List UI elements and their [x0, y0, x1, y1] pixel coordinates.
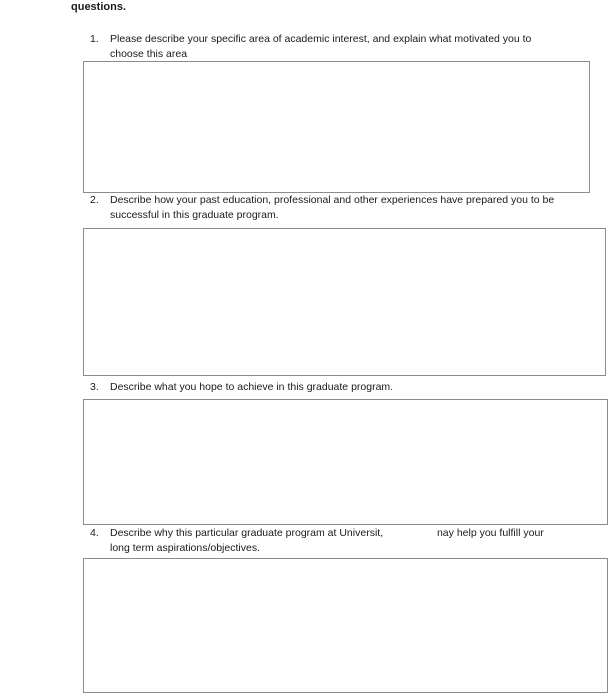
question-text-part: nay help you fulfill your: [436, 527, 544, 539]
question-text: [110, 380, 590, 395]
answer-box-3[interactable]: [83, 399, 608, 525]
question-text-line: successful in this graduate program.: [110, 209, 279, 221]
question-3: [90, 380, 590, 395]
question-text: [110, 193, 590, 223]
answer-box-2[interactable]: [83, 228, 606, 376]
question-text-line: long term aspirations/objectives.: [110, 542, 260, 554]
question-text: [110, 32, 590, 62]
question-text-line: Please describe your specific area of academic interest, and explain what motivated you to: [110, 33, 532, 45]
question-4: [90, 526, 590, 556]
question-2: [90, 193, 590, 223]
answer-input-2[interactable]: [84, 229, 605, 375]
answer-box-4[interactable]: [83, 558, 608, 693]
answer-input-3[interactable]: [84, 400, 607, 524]
question-number: 4.: [90, 527, 99, 539]
section-heading: questions.: [71, 1, 127, 13]
question-text-line: choose this area: [110, 48, 188, 60]
answer-input-1[interactable]: [84, 62, 589, 192]
answer-box-1[interactable]: [83, 61, 590, 193]
answer-input-4[interactable]: [84, 559, 607, 692]
question-1: [90, 32, 590, 62]
question-number: 2.: [90, 194, 99, 206]
question-number: 1.: [90, 33, 99, 45]
question-number: 3.: [90, 381, 99, 393]
question-text-line: Describe how your past education, professional and other experiences have prepared you to be: [110, 194, 555, 206]
question-text: [110, 526, 590, 556]
question-text-line: Describe what you hope to achieve in this graduate program.: [110, 381, 394, 393]
question-text-line: [110, 526, 590, 541]
question-text-part: Describe why this particular graduate program at Universit,: [110, 527, 384, 539]
